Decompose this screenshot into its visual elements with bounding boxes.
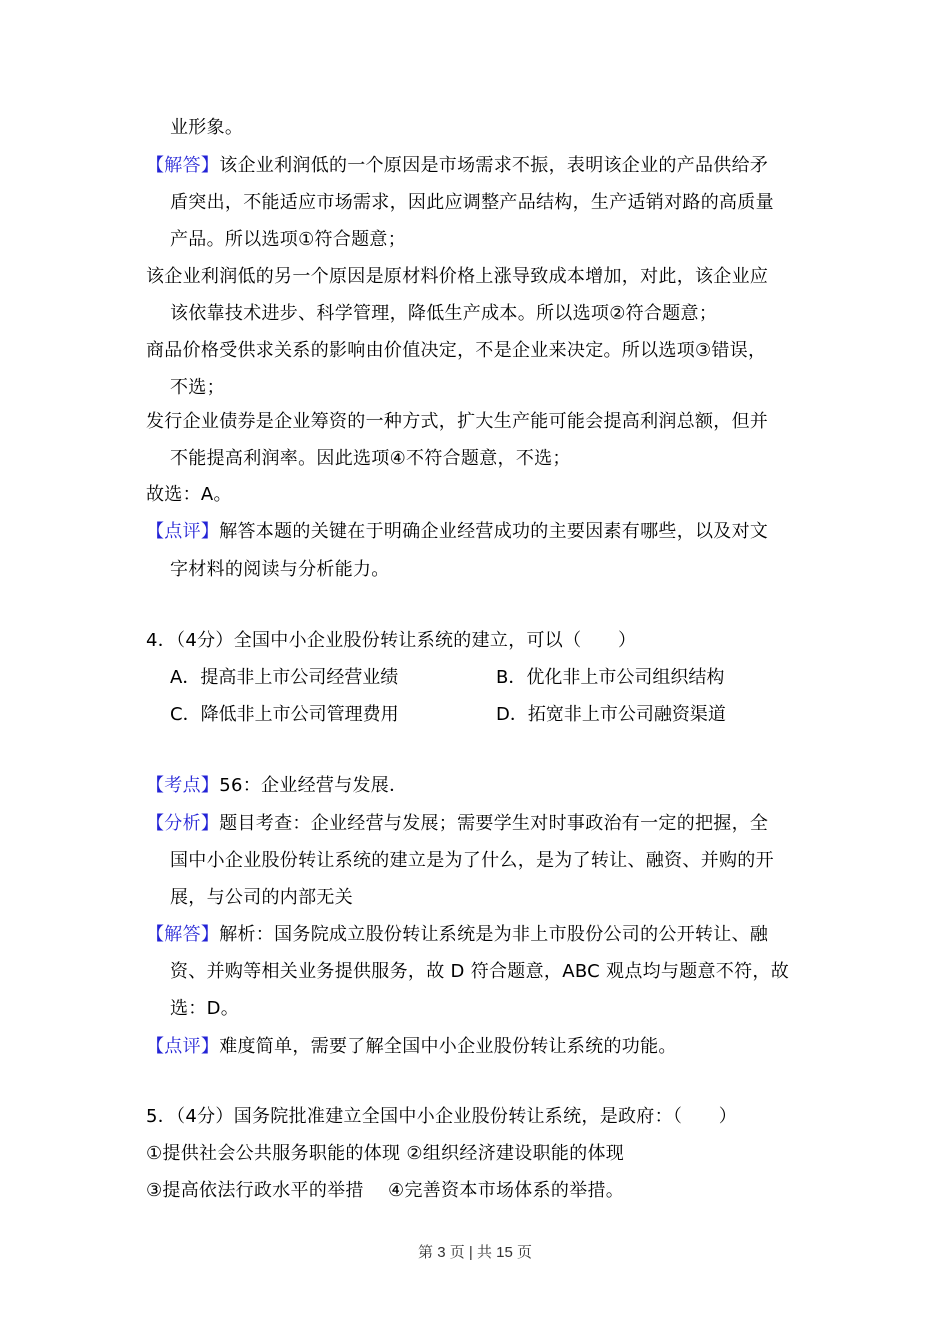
q4-stem: 4．（4分）全国中小企业股份转让系统的建立，可以（ ） (146, 630, 637, 651)
page-footer: 第 3 页 | 共 15 页 (418, 1244, 532, 1261)
q3-para4-line-1: 发行企业债券是企业筹资的一种方式，扩大生产能可能会提高利润总额，但并 (146, 411, 769, 432)
q3-para2-line-2: 该依靠技术进步、科学管理，降低生产成本。所以选项②符合题意； (170, 303, 718, 324)
q3-para3-line-1: 商品价格受供求关系的影响由价值决定，不是企业来决定。所以选项③错误， (146, 340, 767, 361)
q5-stem: 5．（4分）国务院批准建立全国中小企业股份转让系统，是政府：（ ） (146, 1106, 738, 1127)
q4-option-d: D．拓宽非上市公司融资渠道 (496, 704, 726, 725)
q4-kaodian: 【考点】56：企业经营与发展． (146, 775, 408, 796)
q3-answer-line-1: 【解答】该企业利润低的一个原因是市场需求不振，表明该企业的产品供给矛 (146, 155, 769, 176)
q4-analysis-line-3: 展，与公司的内部无关 (170, 887, 353, 908)
q3-comment-line-1: 【点评】解答本题的关键在于明确企业经营成功的主要因素有哪些，以及对文 (146, 521, 769, 542)
q3-para4-line-2: 不能提高利润率。因此选项④不符合题意，不选； (170, 448, 571, 469)
comment-tag: 【点评】 (146, 1036, 220, 1057)
q3-choice: 故选：A。 (146, 484, 232, 505)
comment-tag: 【点评】 (146, 521, 220, 542)
q4-option-c: C．降低非上市公司管理费用 (170, 704, 399, 725)
q4-option-b: B．优化非上市公司组织结构 (496, 667, 725, 688)
q3-para3-line-2: 不选； (170, 377, 225, 398)
q5-items-line-1: ①提供社会公共服务职能的体现 ②组织经济建设职能的体现 (146, 1143, 625, 1164)
q4-analysis-line-1: 【分析】题目考查：企业经营与发展；需要学生对时事政治有一定的把握，全 (146, 813, 769, 834)
q5-items-line-2: ③提高依法行政水平的举措 ④完善资本市场体系的举措。 (146, 1180, 625, 1201)
q3-continuation: 业形象。 (170, 117, 244, 138)
q4-answer-line-3: 选：D。 (170, 998, 240, 1019)
analysis-tag: 【分析】 (146, 813, 220, 834)
q3-comment-line-2: 字材料的阅读与分析能力。 (170, 559, 390, 580)
q3-answer-line-3: 产品。所以选项①符合题意； (170, 229, 407, 250)
q4-answer-line-1: 【解答】解析：国务院成立股份转让系统是为非上市股份公司的公开转让、融 (146, 924, 769, 945)
q3-answer-line-2: 盾突出，不能适应市场需求，因此应调整产品结构，生产适销对路的高质量 (170, 192, 774, 213)
q3-para2-line-1: 该企业利润低的另一个原因是原材料价格上涨导致成本增加，对此，该企业应 (146, 266, 769, 287)
q4-option-a: A．提高非上市公司经营业绩 (170, 667, 399, 688)
answer-tag: 【解答】 (146, 155, 220, 176)
answer-tag: 【解答】 (146, 924, 220, 945)
q4-answer-line-2: 资、并购等相关业务提供服务，故 D 符合题意，ABC 观点均与题意不符，故 (170, 961, 790, 982)
q4-analysis-line-2: 国中小企业股份转让系统的建立是为了什么，是为了转让、融资、并购的开 (170, 850, 774, 871)
q4-comment: 【点评】难度简单，需要了解全国中小企业股份转让系统的功能。 (146, 1036, 677, 1057)
kaodian-tag: 【考点】 (146, 775, 220, 796)
